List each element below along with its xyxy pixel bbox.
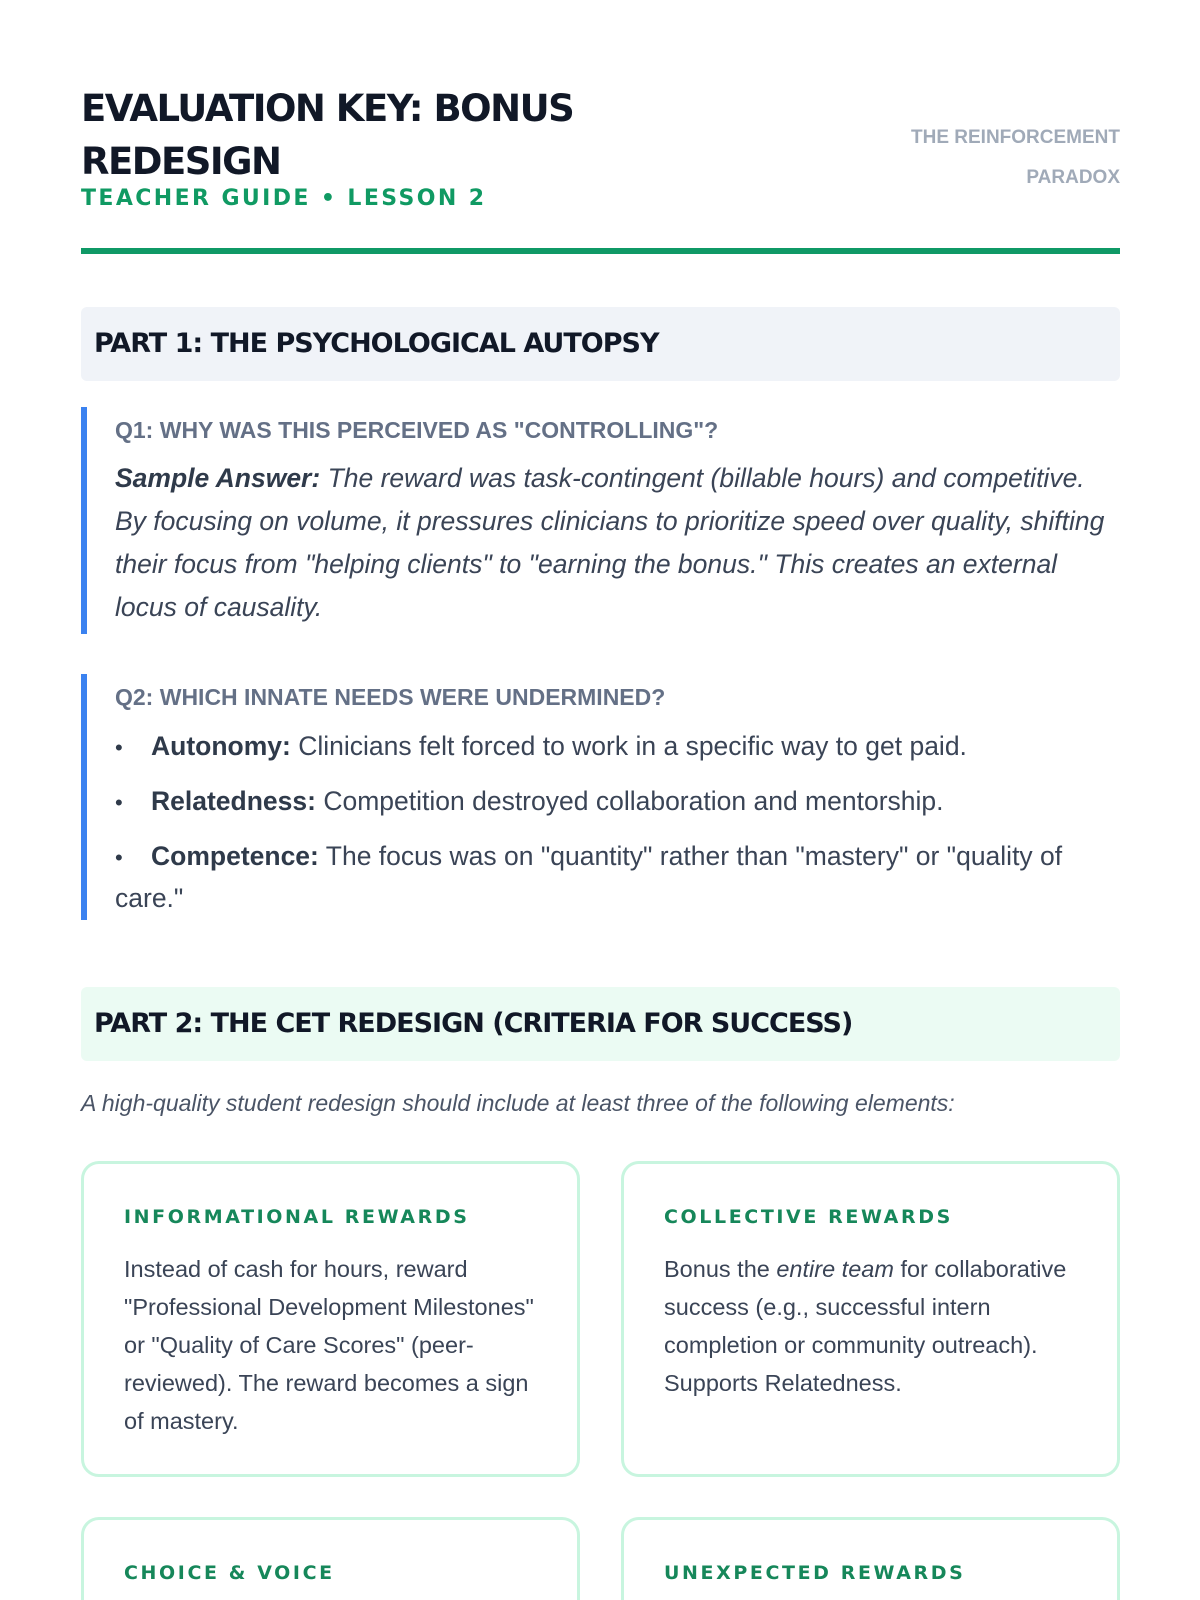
card-text-before: Bonus the xyxy=(664,1256,777,1282)
sample-answer-lead: Sample Answer: xyxy=(115,463,321,493)
card-informational-rewards xyxy=(81,1161,580,1477)
card-text-emphasis: entire team xyxy=(776,1256,894,1282)
bullet-icon: • xyxy=(115,790,123,815)
criteria-intro: A high-quality student redesign should include at least three of the following elements: xyxy=(81,1090,955,1116)
sample-answer-text: The reward was task-contingent (billable hours) and competitive. By focusing on volume, it pressures clinicians to prioritize speed over quality, shifting their focus from "helping clients" to "earning the bonus." This creates an external locus of causality. xyxy=(115,463,1105,622)
need-term: Relatedness: xyxy=(151,786,316,816)
needs-list xyxy=(115,726,1115,931)
card-body xyxy=(664,1250,1084,1402)
brand-label: THE REINFORCEMENT PARADOX xyxy=(911,127,1120,188)
card-text-after: for collaborative success (e.g., successful intern completion or community outreach). Supports Relatedness. xyxy=(664,1256,1067,1396)
list-item-relatedness xyxy=(115,781,1115,823)
list-item-autonomy xyxy=(115,726,1115,768)
bullet-icon: • xyxy=(115,735,123,760)
card-title: COLLECTIVE REWARDS xyxy=(664,1206,953,1228)
need-term: Competence: xyxy=(151,841,319,871)
card-collective-rewards xyxy=(621,1161,1120,1477)
section-title-part2: PART 2: THE CET REDESIGN (CRITERIA FOR SUCCESS) xyxy=(94,1008,853,1039)
card-unexpected-rewards xyxy=(621,1517,1120,1600)
section-header-part2 xyxy=(81,987,1120,1061)
question-label-q2: Q2: WHICH INNATE NEEDS WERE UNDERMINED? xyxy=(115,684,666,710)
page-title: EVALUATION KEY: BONUS REDESIGN xyxy=(81,87,574,183)
card-title: UNEXPECTED REWARDS xyxy=(664,1562,966,1584)
card-choice-voice xyxy=(81,1517,580,1600)
bullet-icon: • xyxy=(115,845,123,870)
question-block-q1 xyxy=(81,407,1120,634)
card-title: INFORMATIONAL REWARDS xyxy=(124,1206,470,1228)
sample-answer-q1 xyxy=(115,457,1115,629)
need-text: Competition destroyed collaboration and mentorship. xyxy=(323,786,944,816)
section-title-part1: PART 1: THE PSYCHOLOGICAL AUTOPSY xyxy=(94,328,659,359)
question-label-q1: Q1: WHY WAS THIS PERCEIVED AS "CONTROLLING"? xyxy=(115,417,719,443)
document-header xyxy=(81,82,1120,254)
question-block-q2 xyxy=(81,674,1120,920)
section-header-part1 xyxy=(81,307,1120,381)
need-text: The focus was on "quantity" rather than "mastery" or "quality of care." xyxy=(115,841,1063,913)
list-item-competence xyxy=(115,836,1115,918)
card-body: Instead of cash for hours, reward "Professional Development Milestones" or "Quality of Care Scores" (peer-reviewed). The reward becomes a sign of mastery. xyxy=(124,1256,534,1434)
card-title: CHOICE & VOICE xyxy=(124,1562,335,1584)
page-subtitle: TEACHER GUIDE • LESSON 2 xyxy=(81,186,487,211)
need-text: Clinicians felt forced to work in a specific way to get paid. xyxy=(298,731,967,761)
need-term: Autonomy: xyxy=(151,731,291,761)
